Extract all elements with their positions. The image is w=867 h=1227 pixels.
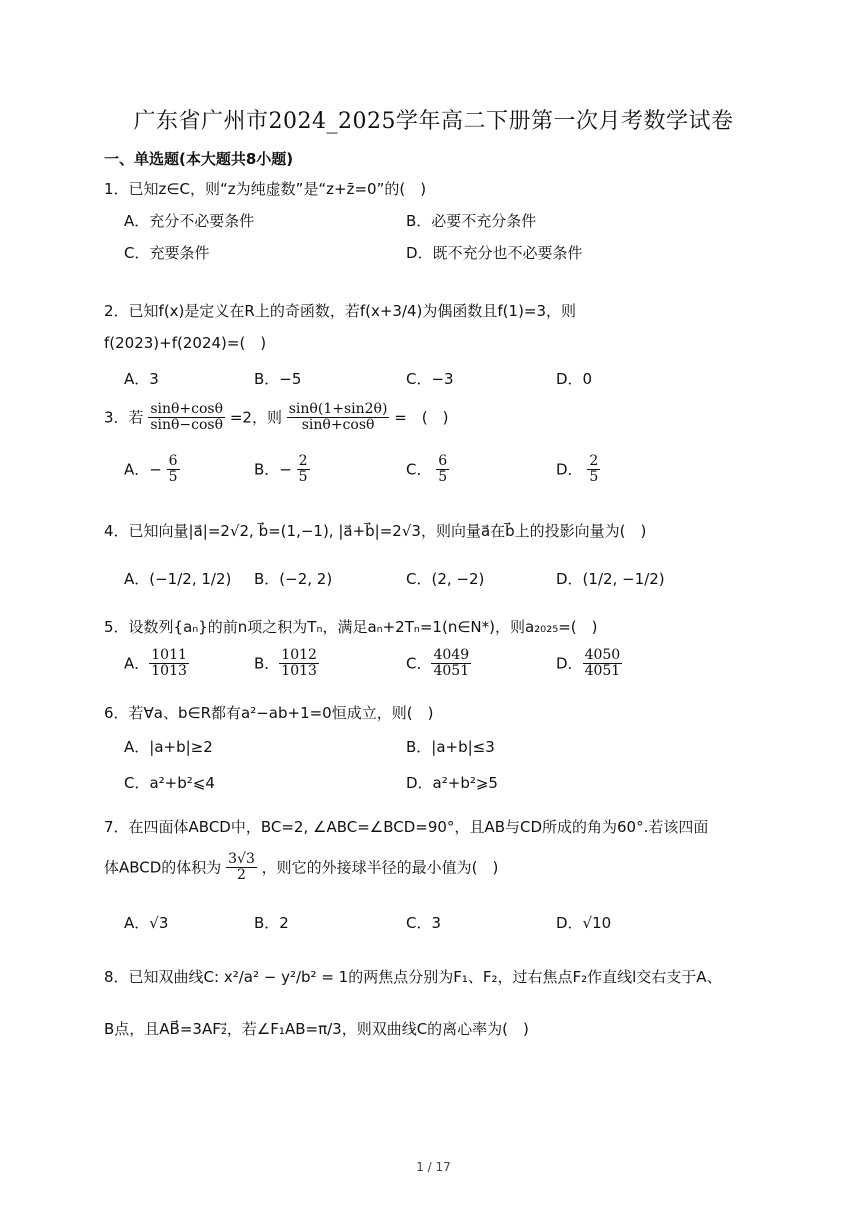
q3-option-a[interactable]: A．− $\frac{6}{5}$: [124, 453, 178, 486]
q5-stem: 5．设数列{aₙ}的前n项之积为Tₙ，满足aₙ+2Tₙ=1(n∈N*)，则a₂₀₂₅=( ): [104, 618, 598, 636]
q5-option-a[interactable]: A． $\frac{1011}{1013}$: [124, 647, 187, 680]
q6-option-c[interactable]: C．a²+b²⩽4: [124, 774, 215, 792]
q3-option-b[interactable]: B．− $\frac{2}{5}$: [254, 453, 308, 486]
q2-stem-line2: f(2023)+f(2024)=( ): [104, 334, 267, 352]
q7-volume-fraction: $\frac{3√3}{2}$: [228, 851, 255, 884]
q3-option-d[interactable]: D． $\frac{2}{5}$: [556, 453, 599, 486]
q6-option-a[interactable]: A．|a+b|≥2: [124, 738, 213, 756]
q7-stem-line1: 7．在四面体ABCD中，BC=2, ∠ABC=∠BCD=90°，且AB与CD所成的角为60°.若该四面: [104, 818, 709, 836]
q4-stem: 4．已知向量|a⃗|=2√2, b⃗=(1,−1), |a⃗+b⃗|=2√3，则向量a⃗在b⃗上的投影向量为( ): [104, 522, 647, 540]
q3-fraction-1: $\frac{\sin\theta+\cos\theta}{\sin\theta-\cos\theta}$: [150, 401, 224, 434]
q2-option-a[interactable]: A．3: [124, 370, 159, 388]
q4-option-a[interactable]: A．(−1/2, 1/2): [124, 570, 232, 588]
q3-option-c[interactable]: C． $\frac{6}{5}$: [406, 453, 448, 486]
q1-option-a[interactable]: A．充分不必要条件: [124, 212, 255, 230]
q7-option-c[interactable]: C．3: [406, 914, 442, 932]
q7-option-a[interactable]: A．√3: [124, 914, 169, 932]
q1-option-d[interactable]: D．既不充分也不必要条件: [406, 244, 583, 262]
q1-option-b[interactable]: B．必要不充分条件: [406, 212, 537, 230]
page-title: 广东省广州市2024_2025学年高二下册第一次月考数学试卷: [133, 109, 734, 134]
q8-stem-line2: B点，且AB⃗=3AF₂⃗，若∠F₁AB=π/3，则双曲线C的离心率为( ): [104, 1020, 529, 1038]
q8-stem-line1: 8．已知双曲线C: x²/a² − y²/b² = 1的两焦点分别为F₁、F₂，过右焦点F₂作直线l交右支于A、: [104, 968, 722, 986]
q3-stem: [104, 402, 449, 434]
q2-option-d[interactable]: D．0: [556, 370, 593, 388]
q1-option-c[interactable]: C．充要条件: [124, 244, 210, 262]
q3-eq1: =2，则: [229, 408, 282, 427]
q4-option-c[interactable]: C．(2, −2): [406, 570, 485, 588]
q5-option-d[interactable]: D． $\frac{4050}{4051}$: [556, 647, 621, 680]
page-number: 1 / 17: [416, 1160, 451, 1174]
q3-fraction-2: $\frac{\sin\theta(1+\sin 2\theta)}{\sin\theta+\cos\theta}$: [288, 401, 388, 434]
section-heading: 一、单选题(本大题共8小题): [104, 150, 294, 168]
q1-stem: 1．已知z∈C，则“z为纯虚数”是“z+z̄=0”的( ): [104, 180, 427, 198]
q7-option-b[interactable]: B．2: [254, 914, 289, 932]
q4-option-d[interactable]: D．(1/2, −1/2): [556, 570, 665, 588]
q2-option-b[interactable]: B．−5: [254, 370, 302, 388]
q7-stem-line2: 体ABCD的体积为 $\frac{3√3}{2}$ ，则它的外接球半径的最小值为( ): [104, 851, 499, 884]
q5-option-b[interactable]: B． $\frac{1012}{1013}$: [254, 647, 317, 680]
q6-option-d[interactable]: D．a²+b²⩾5: [406, 774, 498, 792]
q3-prefix: 3．若: [104, 408, 144, 427]
q6-option-b[interactable]: B．|a+b|≤3: [406, 738, 495, 756]
q6-stem: 6．若∀a、b∈R都有a²−ab+1=0恒成立，则( ): [104, 704, 434, 722]
q7-option-d[interactable]: D．√10: [556, 914, 612, 932]
q2-option-c[interactable]: C．−3: [406, 370, 454, 388]
q4-option-b[interactable]: B．(−2, 2): [254, 570, 333, 588]
q2-stem-line1: 2．已知f(x)是定义在R上的奇函数，若f(x+3/4)为偶函数且f(1)=3，则: [104, 302, 577, 320]
q5-option-c[interactable]: C． $\frac{4049}{4051}$: [406, 647, 470, 680]
q3-eq2: = ( ): [394, 408, 449, 427]
